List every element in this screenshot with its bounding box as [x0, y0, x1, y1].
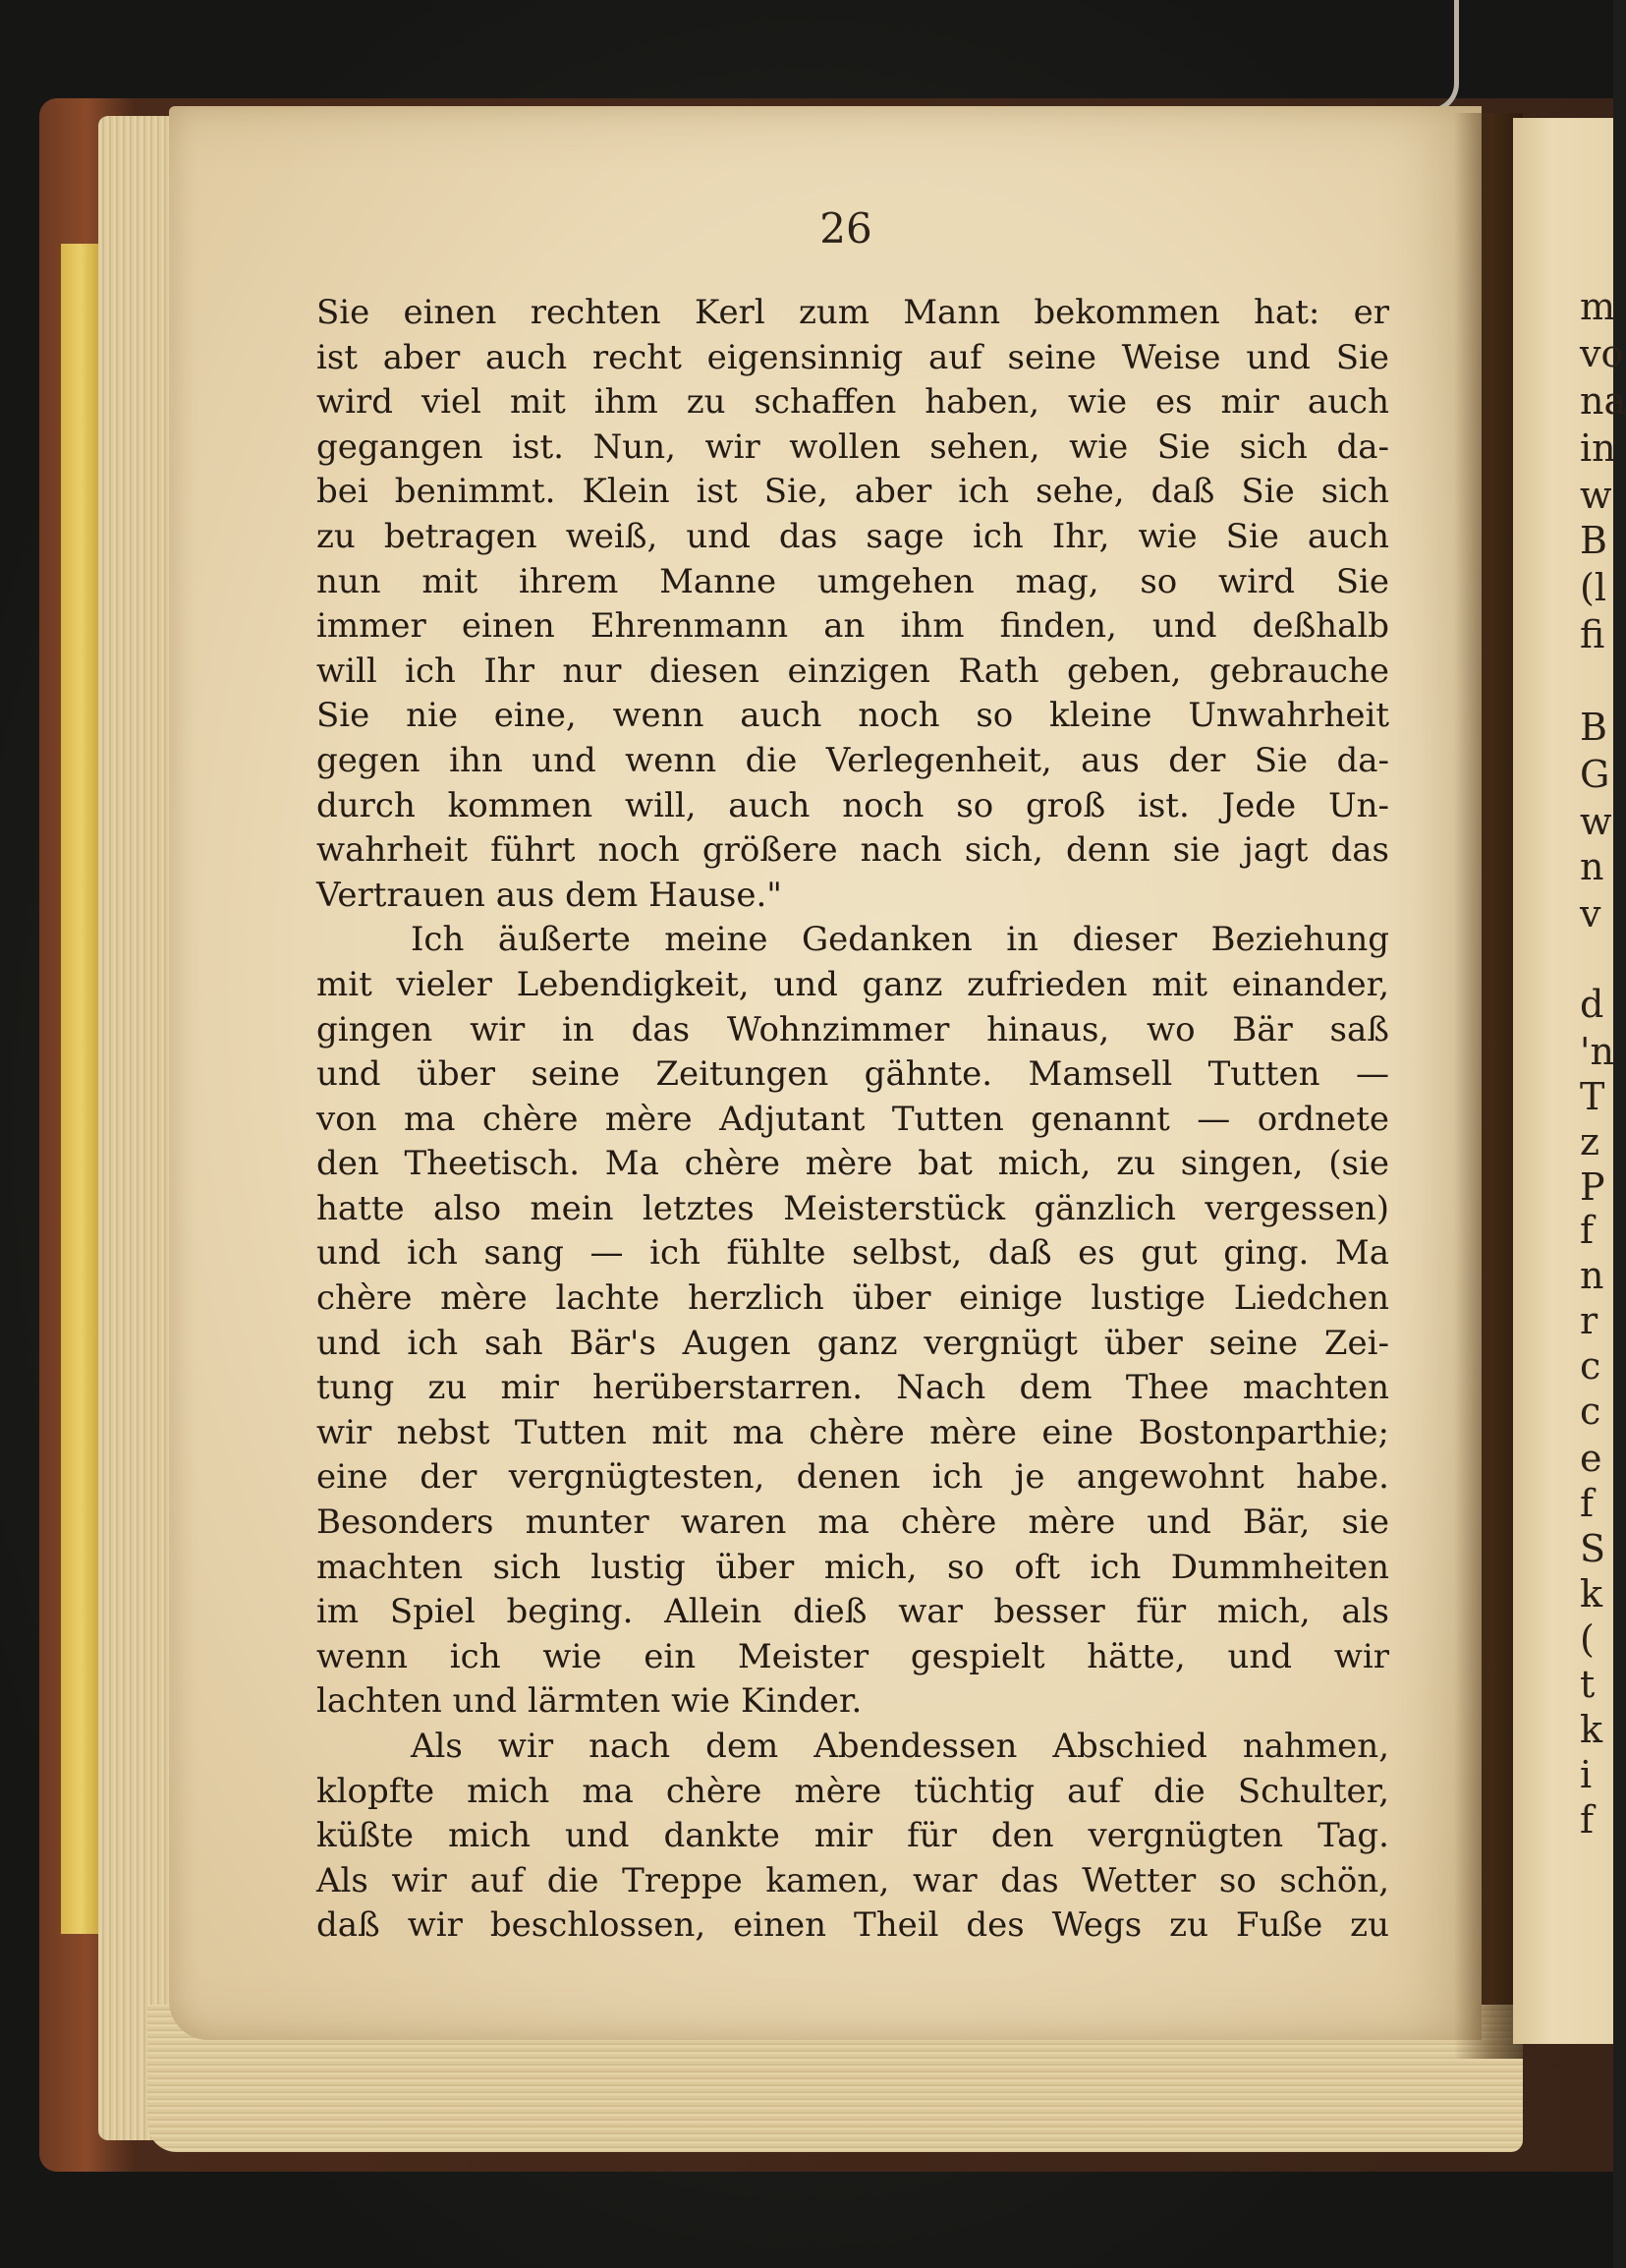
- right-page-fragment: (l: [1580, 566, 1606, 609]
- text-line: mit vieler Lebendigkeit, und ganz zufrieden mit einander,: [316, 964, 1389, 1004]
- text-line: durch kommen will, auch noch so groß ist. Jede Un-: [316, 785, 1389, 825]
- text-line: Vertrauen aus dem Hause.": [316, 875, 782, 915]
- right-page-fragment: in: [1580, 426, 1616, 470]
- text-line: zu betragen weiß, und das sage ich Ihr, wie Sie auch: [316, 516, 1389, 556]
- text-line: ist aber auch recht eigensinnig auf seine Weise und Sie: [316, 337, 1389, 377]
- right-page-fragment: w: [1580, 474, 1612, 517]
- cover-edge-strip: [61, 244, 100, 1934]
- right-page-fragment: n: [1580, 1254, 1604, 1297]
- body-text: [316, 291, 1389, 1949]
- text-line: chère mère lachte herzlich über einige lustige Liedchen: [316, 1278, 1389, 1319]
- text-line: hatte also mein letztes Meisterstück gänzlich vergessen): [316, 1188, 1389, 1228]
- right-page-fragment: P: [1580, 1165, 1605, 1209]
- right-page-fragment: r: [1580, 1299, 1598, 1342]
- right-page-fragment: f: [1580, 1798, 1595, 1842]
- text-line: Ich äußerte meine Gedanken in dieser Beziehung: [411, 920, 1389, 960]
- right-page-fragment: S: [1580, 1527, 1606, 1570]
- right-page-fragment: na: [1580, 379, 1626, 423]
- text-line: gegen ihn und wenn die Verlegenheit, aus der Sie da-: [316, 740, 1389, 780]
- right-page-fragment: (: [1580, 1617, 1595, 1661]
- right-page-fragment: 'n: [1580, 1030, 1614, 1073]
- text-line: nun mit ihrem Manne umgehen mag, so wird Sie: [316, 561, 1389, 601]
- text-line: wir nebst Tutten mit ma chère mère eine Bostonparthie;: [316, 1412, 1389, 1452]
- right-page-fragment: fi: [1580, 613, 1605, 656]
- right-page-fragment: n: [1580, 845, 1604, 888]
- right-page-fragment: z: [1580, 1120, 1600, 1163]
- text-line: Sie nie eine, wenn auch noch so kleine Unwahrheit: [316, 696, 1389, 736]
- text-line: wenn ich wie ein Meister gespielt hätte, und wir: [316, 1636, 1389, 1676]
- text-line: tung zu mir herüberstarren. Nach dem Thee machten: [316, 1368, 1389, 1408]
- right-page-fragment: v: [1580, 892, 1601, 936]
- page-number: 26: [819, 204, 872, 253]
- text-line: will ich Ihr nur diesen einzigen Rath geben, gebrauche: [316, 651, 1389, 691]
- text-line: von ma chère mère Adjutant Tutten genannt — ordnete: [316, 1099, 1389, 1139]
- text-line: Besonders munter waren ma chère mère und Bär, sie: [316, 1503, 1389, 1543]
- text-line: immer einen Ehrenmann an ihm finden, und deßhalb: [316, 606, 1389, 647]
- right-page-fragment: d: [1580, 983, 1604, 1026]
- right-page-fragment: G: [1580, 753, 1610, 796]
- text-line: und über seine Zeitungen gähnte. Mamsell Tutten —: [316, 1054, 1389, 1095]
- text-line: und ich sah Bär's Augen ganz vergnügt über seine Zei-: [316, 1323, 1389, 1363]
- text-line: Als wir nach dem Abendessen Abschied nahmen,: [411, 1727, 1389, 1766]
- right-page-fragment: c: [1580, 1389, 1601, 1433]
- right-page-fragment: m: [1580, 285, 1616, 328]
- text-line: wird viel mit ihm zu schaffen haben, wie es mir auch: [316, 382, 1389, 423]
- right-page-fragment: i: [1580, 1753, 1593, 1796]
- text-line: den Theetisch. Ma chère mère bat mich, zu singen, (sie: [316, 1144, 1389, 1184]
- right-page-fragment: w: [1580, 800, 1612, 843]
- text-line: Sie einen rechten Kerl zum Mann bekommen hat: er: [316, 293, 1389, 332]
- right-page-fragment: k: [1580, 1572, 1603, 1616]
- right-page-fragment: t: [1580, 1663, 1596, 1706]
- text-line: daß wir beschlossen, einen Theil des Wegs zu Fuße zu: [316, 1905, 1389, 1946]
- right-page-fragment: vo: [1580, 332, 1624, 375]
- right-page-fragment: T: [1580, 1075, 1605, 1118]
- text-line: wahrheit führt noch größere nach sich, denn sie jagt das: [316, 830, 1389, 871]
- text-line: und ich sang — ich fühlte selbst, daß es gut ging. Ma: [316, 1233, 1389, 1274]
- text-line: machten sich lustig über mich, so oft ich Dummheiten: [316, 1547, 1389, 1587]
- right-page-fragment: f: [1580, 1482, 1595, 1525]
- text-line: bei benimmt. Klein ist Sie, aber ich sehe, daß Sie sich: [316, 472, 1389, 512]
- text-line: Als wir auf die Treppe kamen, war das Wetter so schön,: [316, 1860, 1389, 1900]
- right-page-fragment: c: [1580, 1344, 1601, 1388]
- text-line: gingen wir in das Wohnzimmer hinaus, wo Bär saß: [316, 1009, 1389, 1049]
- text-line: gegangen ist. Nun, wir wollen sehen, wie Sie sich da-: [316, 426, 1389, 467]
- right-page-fragment: f: [1580, 1209, 1595, 1252]
- text-line: küßte mich und dankte mir für den vergnügten Tag.: [316, 1816, 1389, 1856]
- right-page: [1513, 118, 1626, 2044]
- right-page-fragment: e: [1580, 1437, 1602, 1480]
- text-line: klopfte mich ma chère mère tüchtig auf die Schulter,: [316, 1771, 1389, 1811]
- text-line: im Spiel beging. Allein dieß war besser für mich, als: [316, 1592, 1389, 1632]
- right-page-fragment: B: [1580, 519, 1607, 562]
- right-page-fragment: k: [1580, 1708, 1603, 1751]
- right-page-fragment: B: [1580, 706, 1607, 749]
- text-line: eine der vergnügtesten, denen ich je angewohnt habe.: [316, 1457, 1389, 1498]
- bookmark-string: [1395, 0, 1459, 113]
- text-line: lachten und lärmten wie Kinder.: [316, 1681, 863, 1722]
